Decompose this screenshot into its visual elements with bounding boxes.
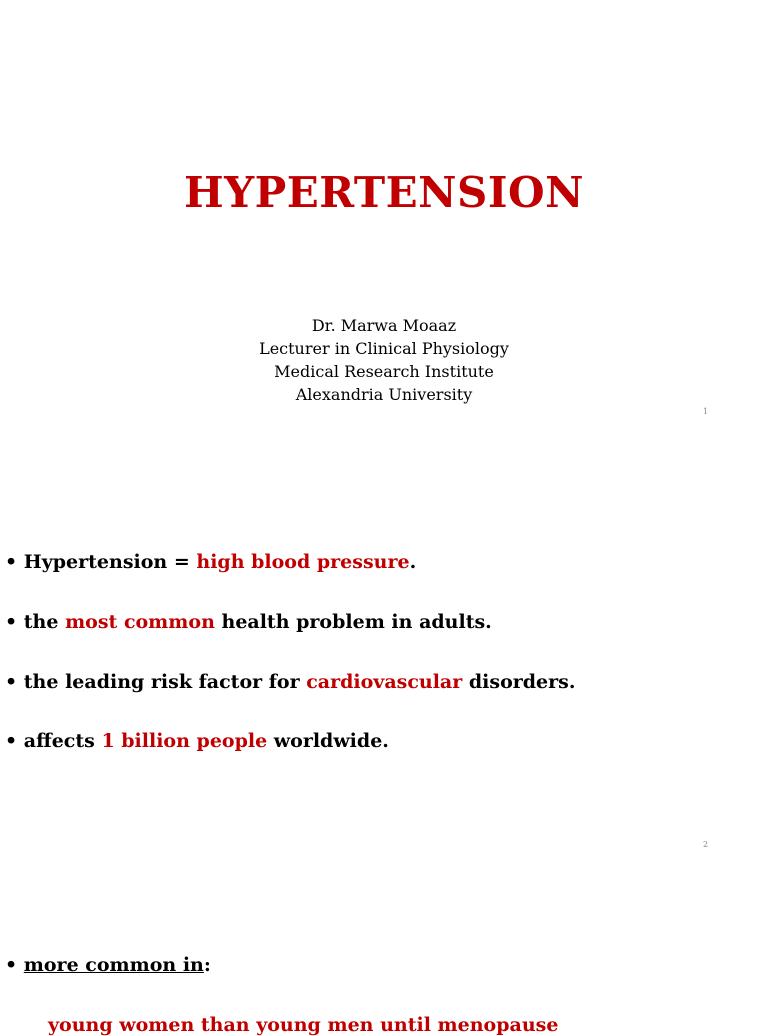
bullet-item — [5, 611, 492, 633]
bullet-text-end: disorders. — [462, 671, 576, 693]
author-university: Alexandria University — [295, 385, 473, 404]
bullet-text: the — [23, 611, 66, 633]
bullet-marker: • — [5, 611, 18, 633]
bullet-marker: • — [5, 551, 18, 573]
author-name: Dr. Marwa Moaaz — [311, 316, 457, 335]
bullet-text-end: . — [409, 551, 417, 573]
bullet-item — [5, 954, 211, 976]
bullet-text-end: : — [203, 954, 211, 976]
bullet-underlined-text: more common in — [23, 954, 204, 976]
slide-2 — [0, 433, 768, 866]
bullet-text: Hypertension = — [23, 551, 197, 573]
author-position: Lecturer in Clinical Physiology — [259, 339, 509, 358]
slide-1 — [0, 0, 768, 433]
bullet-text-end: worldwide. — [267, 730, 389, 752]
author-institute: Medical Research Institute — [274, 362, 494, 381]
bullet-item — [5, 671, 575, 693]
bullet-text-end: health problem in adults. — [214, 611, 492, 633]
cut-off-line: young women than young men until menopause — [48, 1014, 559, 1036]
slide-title: HYPERTENSION — [183, 168, 585, 217]
slide-3 — [0, 866, 768, 1036]
bullet-highlight: high blood pressure — [196, 551, 410, 573]
bullet-marker: • — [5, 954, 18, 976]
bullet-highlight: most common — [65, 611, 215, 633]
bullet-item — [5, 551, 416, 573]
page-number: 2 — [703, 840, 709, 849]
bullet-marker: • — [5, 671, 18, 693]
page-number: 1 — [703, 407, 709, 416]
author-block — [0, 314, 768, 406]
bullet-highlight: 1 billion people — [101, 730, 268, 752]
bullet-item — [5, 730, 389, 752]
bullet-text: the leading risk factor for — [23, 671, 307, 693]
bullet-text: affects — [23, 730, 102, 752]
bullet-marker: • — [5, 730, 18, 752]
bullet-highlight: cardiovascular — [306, 671, 463, 693]
